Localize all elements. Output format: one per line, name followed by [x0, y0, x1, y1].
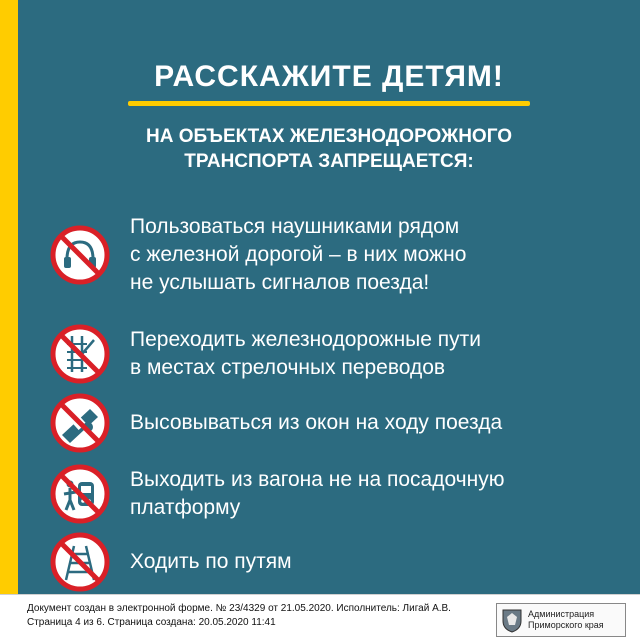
subtitle-line-2: ТРАНСПОРТА ЗАПРЕЩАЕТСЯ: — [184, 151, 474, 172]
footer-document-info — [27, 602, 451, 630]
yellow-side-stripe — [0, 0, 18, 594]
footer-line-2: Страница 4 из 6. Страница создана: 20.05.2020 11:41 — [27, 617, 276, 628]
rule-walk-on-tracks-text — [130, 548, 292, 576]
stamp-text — [528, 609, 604, 631]
railway-switch-prohibited-icon — [50, 324, 110, 384]
rule-headphones — [50, 213, 620, 297]
rule-walk-on-tracks-line-1: Ходить по путям — [130, 550, 292, 573]
rule-exit-train-line-2: платформу — [130, 496, 241, 519]
stamp-line-2: Приморского края — [528, 620, 604, 630]
footer-line-1: Документ создан в электронной форме. № 23/4329 от 21.05.2020. Исполнитель: Лигай А.В. — [27, 603, 451, 614]
stamp-line-1: Администрация — [528, 609, 595, 619]
rule-railway-switch-line-1: Переходить железнодорожные пути — [130, 328, 482, 351]
title-underline — [128, 101, 530, 106]
headphones-prohibited-icon — [50, 225, 110, 285]
rule-headphones-line-3: не услышать сигналов поезда! — [130, 271, 430, 294]
lean-out-window-prohibited-icon — [50, 393, 110, 453]
rule-headphones-text — [130, 213, 466, 297]
rule-railway-switch-text — [130, 326, 481, 382]
rule-headphones-line-1: Пользоваться наушниками рядом — [130, 215, 460, 238]
rule-railway-switch — [50, 324, 620, 384]
walk-on-tracks-prohibited-icon — [50, 532, 110, 592]
rule-exit-train-line-1: Выходить из вагона не на посадочную — [130, 468, 505, 491]
rule-exit-train — [50, 464, 620, 524]
rule-exit-train-text — [130, 466, 504, 522]
rule-walk-on-tracks — [50, 532, 620, 592]
rule-headphones-line-2: с железной дорогой – в них можно — [130, 243, 467, 266]
subtitle-line-1: НА ОБЪЕКТАХ ЖЕЛЕЗНОДОРОЖНОГО — [145, 126, 513, 147]
rule-lean-out-window-line-1: Высовываться из окон на ходу поезда — [130, 411, 503, 434]
poster-title: РАССКАЖИТЕ ДЕТЯМ! — [154, 60, 504, 93]
administration-stamp — [496, 603, 626, 637]
rule-railway-switch-line-2: в местах стрелочных переводов — [130, 356, 446, 379]
exit-train-prohibited-icon — [50, 464, 110, 524]
rule-lean-out-window — [50, 393, 620, 453]
rule-lean-out-window-text — [130, 409, 502, 437]
coat-of-arms-icon — [501, 607, 523, 633]
poster-subtitle — [18, 124, 640, 174]
